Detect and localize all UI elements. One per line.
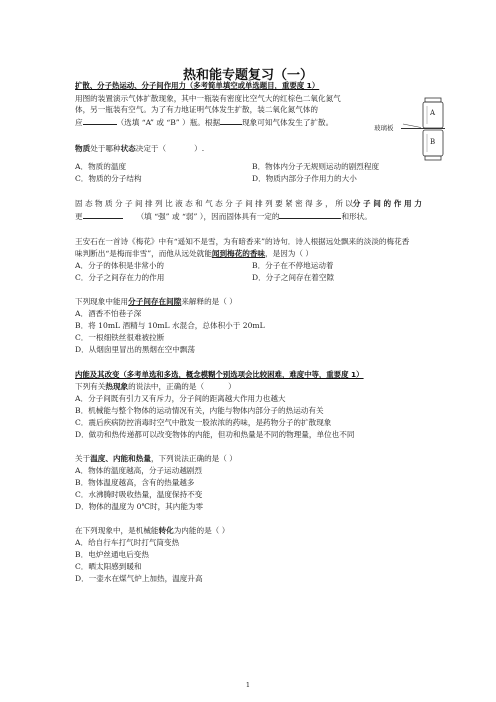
s2q2-option-a[interactable]: A．物体的温度越高，分子运动越剧烈 [75, 466, 202, 475]
q3-text: （填 “强” 或 “弱” ），因而固体具有一定的 [136, 212, 280, 221]
q3-keyword: 分 子 间 的 作 用 力 [352, 199, 422, 208]
s2q1-option-a[interactable]: A．分子间既有引力又有斥力，分子间的距离越大作用力也越大 [75, 394, 286, 403]
q2-option-b[interactable]: B．物体内分子无规则运动的剧烈程度 [252, 162, 380, 171]
s2q3-option-b[interactable]: B．电炉丝通电后变热 [75, 550, 149, 559]
s2q1-option-b[interactable]: B．机械能与整个物体的运动情况有关，内能与物体内部分子的热运动有关 [75, 406, 324, 415]
q1-line-1: 用图的装置演示气体扩散现象，其中一瓶装有密度比空气大的红棕色二氧化氮气 [75, 94, 341, 103]
q1-line-2: 体，另一瓶装有空气。为了有力地证明气体发生扩散，装二氧化氮气体的 [75, 105, 318, 114]
s2q1-stem [75, 381, 236, 392]
q3-blank-1[interactable] [83, 210, 123, 219]
q2-option-d[interactable]: D．物质内部分子作用力的大小 [252, 174, 357, 183]
page-number: 1 [245, 681, 251, 689]
s2q3-option-c[interactable]: C．晒太阳感到暖和 [75, 562, 142, 571]
q5-keyword: 分子间存在间隙 [128, 297, 182, 306]
s2q2-stem [75, 453, 237, 464]
q2-text: 处于哪种 [90, 144, 121, 153]
q2-stem [75, 143, 204, 154]
s2q1-text: 下列有关 [75, 382, 106, 391]
q3-line-2 [75, 210, 372, 222]
bottle-b-label: B [430, 138, 436, 146]
q3-text: 更 [75, 212, 83, 221]
s2q1-text: ） [228, 382, 236, 391]
q4-text: 味判断出“是梅而非雪”，而他从远处就能 [75, 249, 212, 258]
q4-line-1: 王安石在一首诗《梅花》中有“遥知不是雪，为有暗香来”的诗句．诗人根据远处飘来的淡淡的梅花香 [75, 237, 410, 246]
q1-text: （选填 “A” 或 “B” ）瓶。根据 [116, 118, 221, 127]
q1-text: 现象可知气体发生了扩散。 [242, 118, 334, 127]
section-heading-internal-energy: 内能及其改变（多考单选和多选，概念模糊个别选项会比较困难，难度中等，重要度 1） [75, 370, 364, 379]
q2-text: ）. [194, 144, 205, 153]
q3-text: 固 态 物 质 分 子 间 排 列 比 液 态 和 气 态 分 子 间 排 列 要 紧 密 得 多 ， 所 以 [75, 199, 353, 208]
s2q1-option-d[interactable]: D．做功和热传递都可以改变物体的内能，但功和热量是不同的物理量，单位也不同 [75, 430, 355, 439]
q5-option-b[interactable]: B．将 10mL 酒精与 10mL 水混合，总体积小于 20mL [75, 321, 265, 330]
section-heading-diffusion: 扩散、分子热运动、分子间作用力（多考简单填空或单选题目，重要度 1） [75, 81, 320, 90]
q4-keyword: 闻到梅花的香味 [211, 249, 266, 258]
q4-option-a[interactable]: A．分子的体积是非常小的 [75, 261, 165, 270]
s2q1-text: 的说法中，正确的是（ [128, 382, 205, 391]
s2q3-text: 为内能的是（ ） [173, 526, 230, 535]
glass-plate-label: 玻璃板 [374, 124, 394, 132]
q5-stem [75, 296, 237, 307]
q4-option-b[interactable]: B．分子在不停地运动着 [252, 261, 334, 270]
s2q3-stem [75, 525, 229, 536]
s2q3-text: 在下列现象中，是机械能 [75, 526, 159, 535]
q5-option-d[interactable]: D．从烟囱里冒出的黑烟在空中飘荡 [75, 345, 195, 354]
s2q2-text: ，下列说法正确的是（ ） [150, 454, 237, 463]
q5-option-a[interactable]: A．酒香不怕巷子深 [75, 309, 142, 318]
bottle-a-label: A [430, 109, 436, 117]
q4-option-d[interactable]: D．分子之间存在着空隙 [252, 273, 335, 282]
q4-text: ，是因为（ ） [265, 249, 313, 258]
diffusion-bottles-diagram [385, 94, 445, 169]
q2-option-a[interactable]: A．物质的温度 [75, 162, 127, 171]
s2q3-keyword: 转化 [158, 526, 174, 535]
q2-text: 物质 [75, 144, 91, 153]
q1-text: 应 [75, 118, 83, 127]
q2-keyword: 状态 [120, 144, 136, 153]
q5-text: 来解释的是（ ） [181, 297, 237, 306]
s2q1-option-c[interactable]: C．震后疾病防控消毒时空气中散发一股浓浓的药味，是药物分子的扩散现象 [75, 418, 332, 427]
q3-text: 和形状。 [341, 212, 372, 221]
q5-text: 下列现象中能用 [75, 297, 129, 306]
s2q2-option-c[interactable]: C．水沸腾时吸收热量，温度保持不变 [75, 490, 203, 499]
q2-option-c[interactable]: C．物质的分子结构 [75, 174, 142, 183]
q4-option-c[interactable]: C．分子之间存在力的作用 [75, 273, 165, 282]
s2q2-text: 关于 [75, 454, 91, 463]
q4-line-2 [75, 248, 313, 259]
q5-option-c[interactable]: C．一根细铁丝很难被拉断 [75, 333, 165, 342]
q2-text: 决定于（ [135, 144, 167, 153]
s2q3-option-d[interactable]: D．一壶水在煤气炉上加热，温度升高 [75, 574, 203, 583]
s2q2-keyword: 温度、内能和热量 [90, 454, 151, 463]
s2q2-option-b[interactable]: B．物体温度越高，含有的热量越多 [75, 478, 195, 487]
page-title: 热和能专题复习（一） [182, 68, 313, 83]
s2q3-option-a[interactable]: A．给自行车打气时打气筒变热 [75, 538, 180, 547]
q1-line-3 [75, 116, 333, 128]
q1-blank-1[interactable] [83, 116, 117, 125]
q3-blank-2[interactable] [279, 210, 341, 219]
q1-blank-2[interactable] [220, 116, 242, 125]
s2q2-option-d[interactable]: D．物体的温度为 0℃时，其内能为零 [75, 502, 204, 511]
s2q1-keyword: 热现象 [105, 382, 129, 391]
q3-line-1 [75, 198, 422, 209]
